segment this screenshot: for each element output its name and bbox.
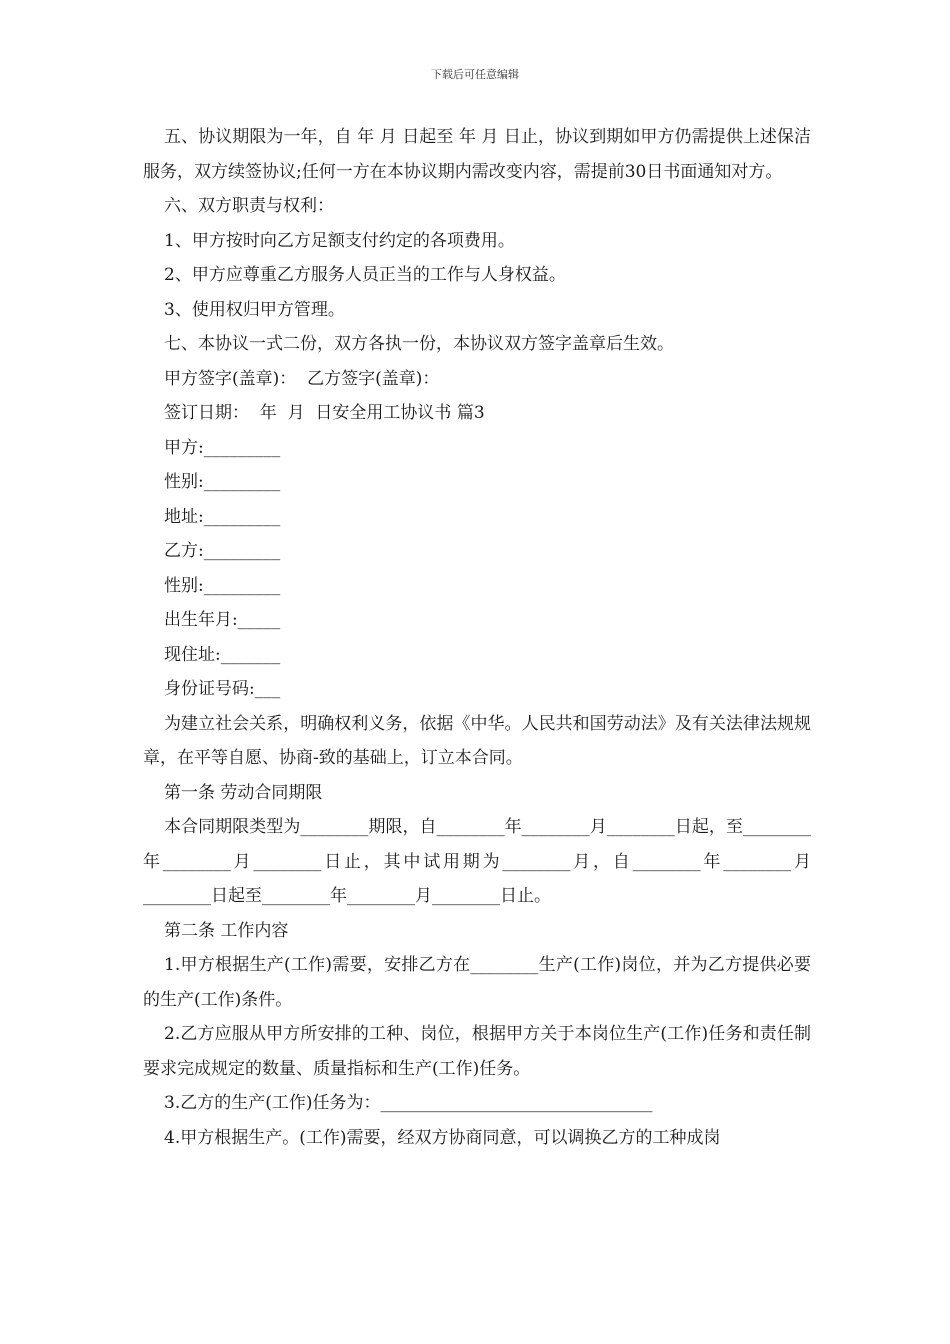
paragraph-duty-1: 1、甲方按时向乙方足额支付约定的各项费用。 bbox=[164, 230, 515, 251]
paragraph-signatures: 甲方签字(盖章)： 乙方签字(盖章)： bbox=[164, 368, 440, 389]
paragraph-sign-date: 签订日期： 年 月 日安全用工协议书 篇3 bbox=[164, 403, 485, 423]
field-gender-b: 性别:_________ bbox=[164, 575, 281, 596]
article-2-item-1: 1.甲方根据生产(工作)需要，安排乙方在________生产(工作)岗位，并为乙方提供必要的生产(工作)条件。 bbox=[143, 955, 811, 1010]
field-current-address: 现住址:_______ bbox=[164, 644, 281, 665]
paragraph-copies: 七、本协议一式二份，双方各执一份，本协议双方签字盖章后生效。 bbox=[164, 334, 674, 354]
paragraph-term: 五、协议期限为一年，自 年 月 日起至 年 月 日止，协议到期如甲方仍需提供上述保洁服务，双方续签协议;任何一方在本协议期内需改变内容，需提前30日书面通知对方。 bbox=[143, 127, 811, 182]
field-id-number: 身份证号码:___ bbox=[164, 679, 281, 699]
paragraph-duty-2: 2、甲方应尊重乙方服务人员正当的工作与人身权益。 bbox=[164, 265, 566, 285]
article-2-heading: 第二条 工作内容 bbox=[164, 920, 289, 941]
article-1-heading: 第一条 劳动合同期限 bbox=[164, 782, 323, 803]
field-party-b: 乙方:_________ bbox=[164, 541, 281, 561]
article-1-body: 本合同期限类型为________期限，自________年________月________日起，至________年________月________日止，其中试用期为________月，自________年________月________日起至________年________月________日止。 bbox=[143, 817, 811, 906]
field-party-a: 甲方:_________ bbox=[164, 437, 281, 458]
article-2-item-3: 3.乙方的生产(工作)任务为：________________________________ bbox=[164, 1093, 653, 1113]
paragraph-duties-heading: 六、双方职责与权利： bbox=[164, 196, 334, 216]
article-2-item-4: 4.甲方根据生产。(工作)需要，经双方协商同意，可以调换乙方的工种成岗 bbox=[164, 1127, 721, 1148]
field-gender-a: 性别:_________ bbox=[164, 472, 281, 492]
article-2-item-2: 2.乙方应服从甲方所安排的工种、岗位，根据甲方关于本岗位生产(工作)任务和责任制要求完成规定的数量、质量指标和生产(工作)任务。 bbox=[143, 1024, 811, 1079]
field-address: 地址:_________ bbox=[164, 506, 281, 527]
page-header-note: 下载后可任意编辑 bbox=[431, 68, 519, 81]
document-body bbox=[143, 120, 811, 1155]
paragraph-duty-3: 3、使用权归甲方管理。 bbox=[164, 299, 345, 320]
field-birth-date: 出生年月:_____ bbox=[164, 610, 281, 630]
paragraph-preamble: 为建立社会关系，明确权利义务，依据《中华。人民共和国劳动法》及有关法律法规规章，在平等自愿、协商-致的基础上，订立本合同。 bbox=[143, 713, 811, 768]
